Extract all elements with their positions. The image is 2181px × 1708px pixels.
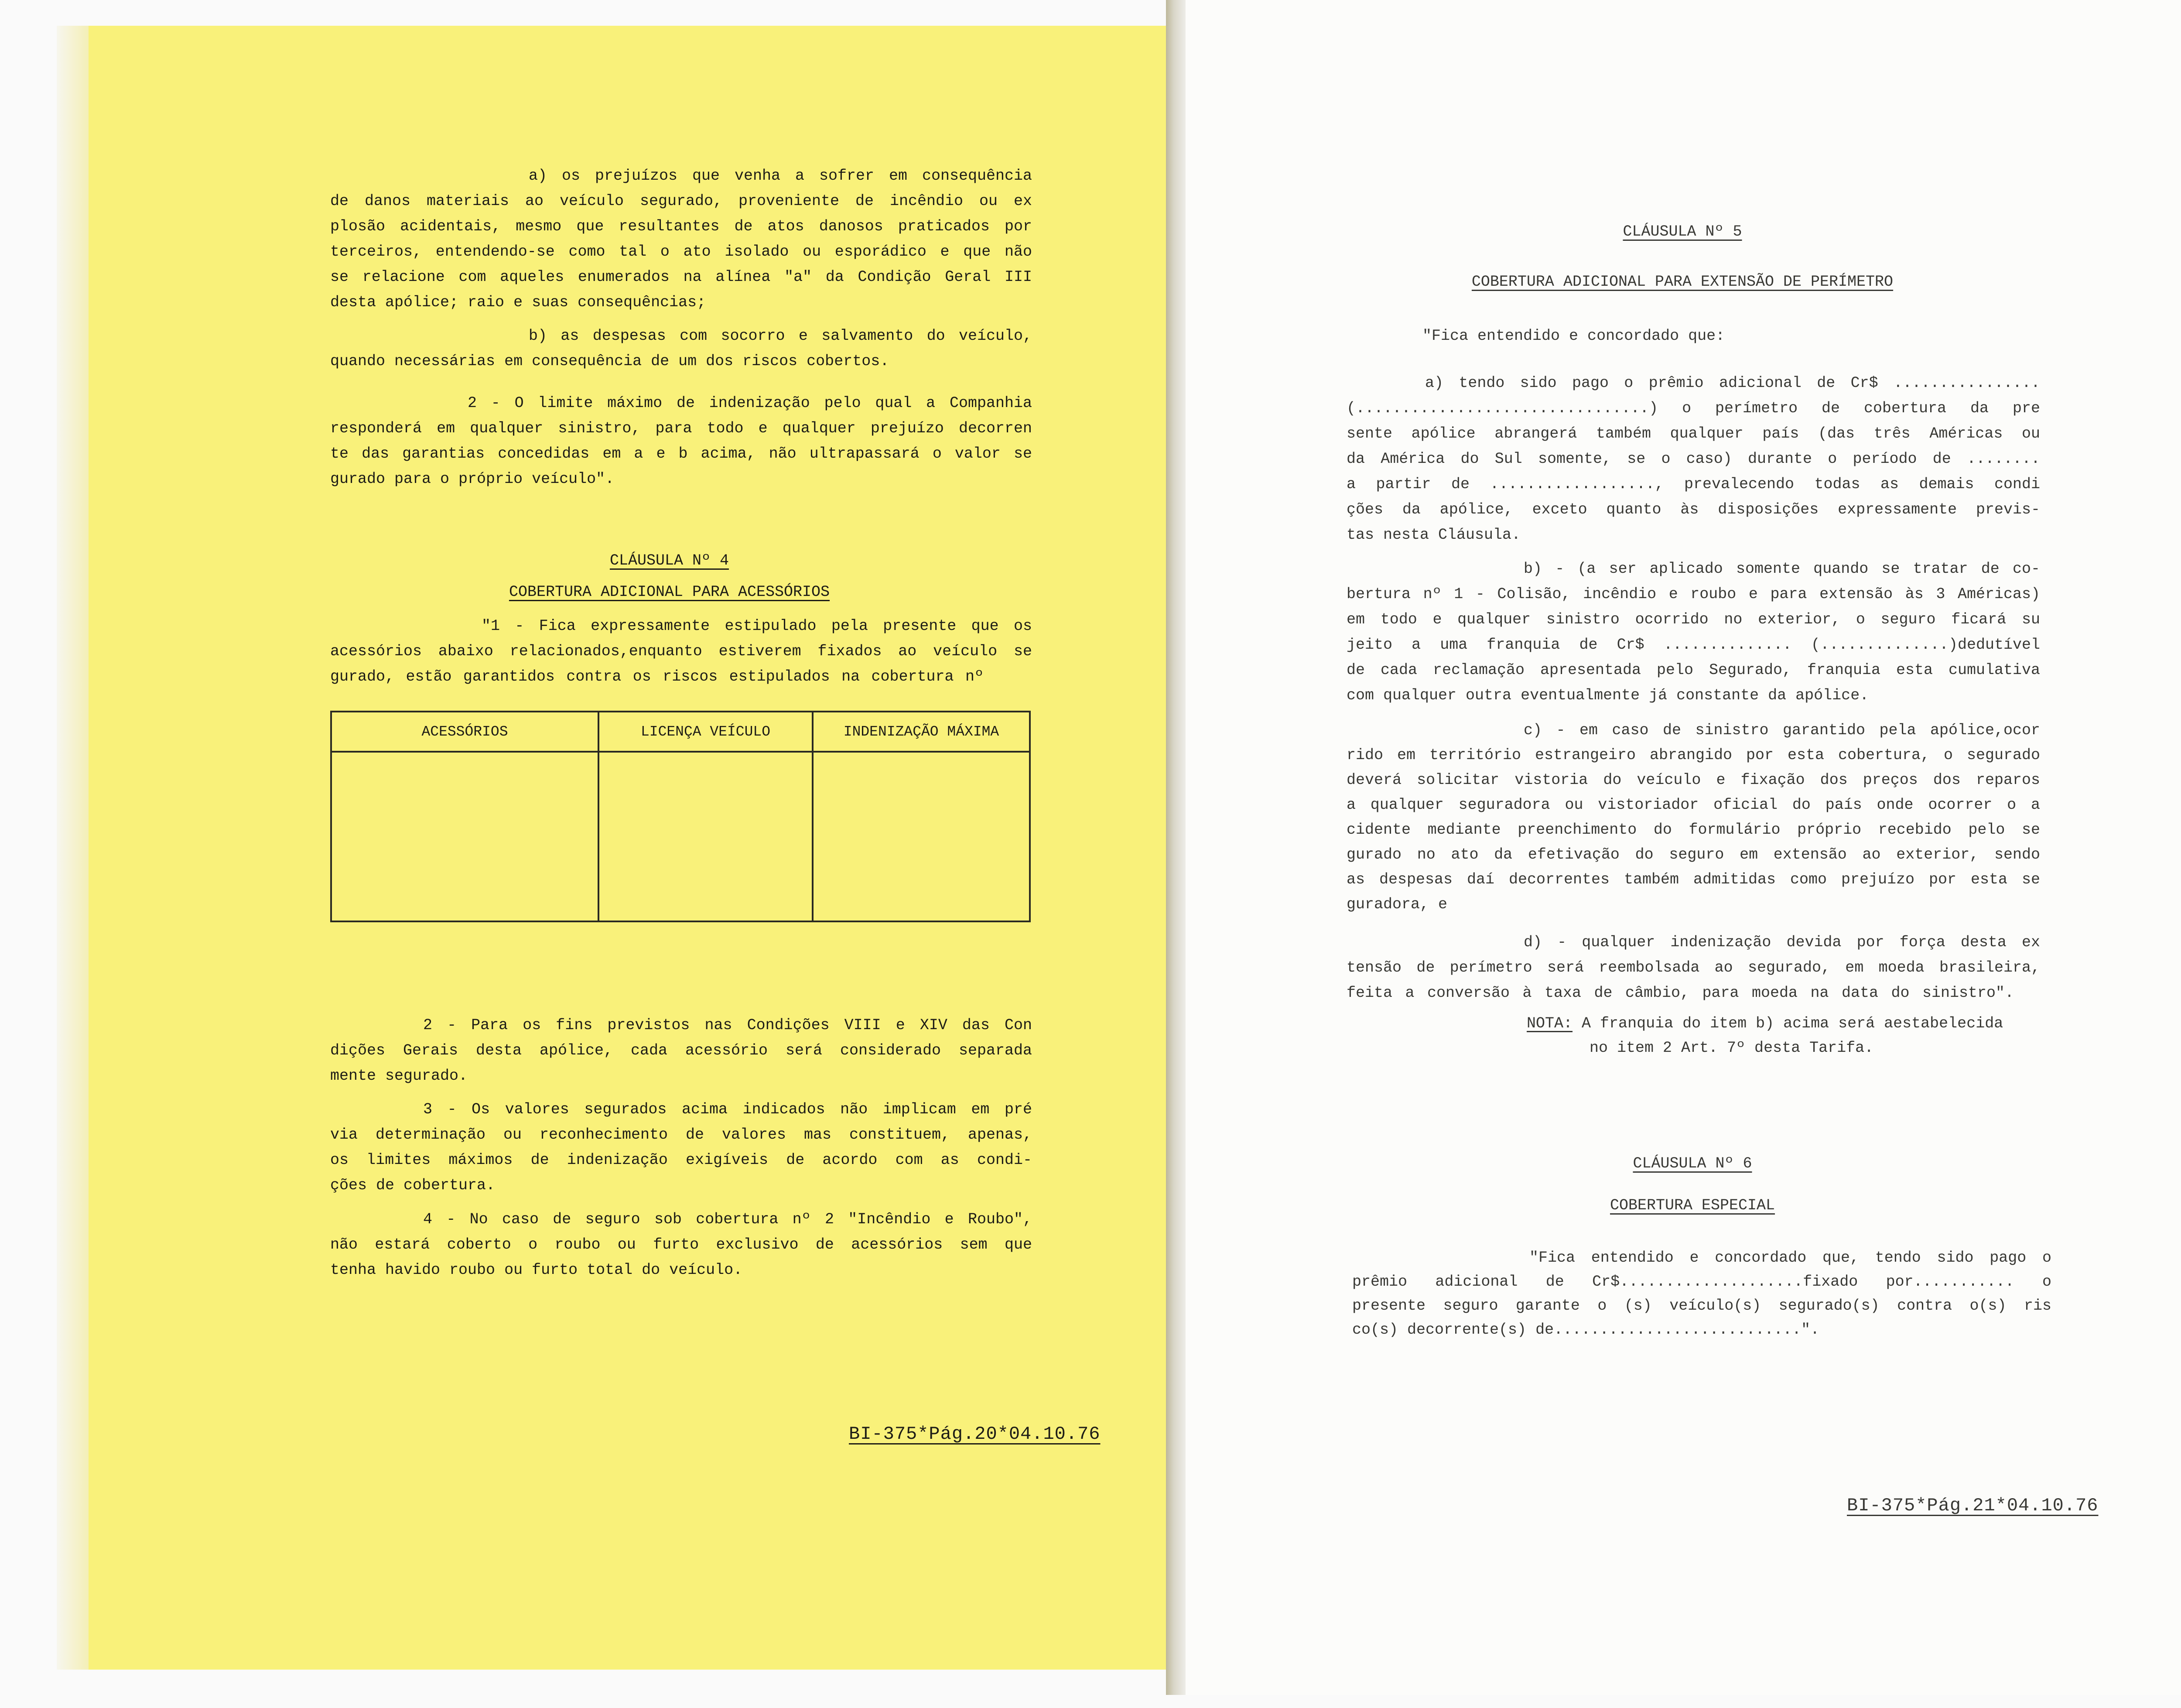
accessories-table xyxy=(330,711,1031,922)
clause-5-subtitle-text: COBERTURA ADICIONAL PARA EXTENSÃO DE PERÍMETRO xyxy=(1471,273,1894,291)
text-line: ções de cobertura. xyxy=(330,1177,496,1194)
page-footer: BI-375*Pág.21*04.10.76 xyxy=(1847,1495,2099,1516)
text-line: as despesas daí decorrentes também admitidas como prejuízo por esta se xyxy=(1347,871,2040,888)
clause-5-title xyxy=(1333,219,2031,244)
clause-4-item-4 xyxy=(330,1207,1032,1283)
text-line: a) os prejuízos que venha a sofrer em consequência xyxy=(529,167,1032,185)
column-header-max-indemnity: INDENIZAÇÃO MÁXIMA xyxy=(813,712,1030,752)
text-line: tensão de perímetro será reembolsada ao segurado, em moeda brasileira, xyxy=(1347,959,2040,976)
clause-6-title xyxy=(1343,1151,2041,1176)
text-line: cidente mediante preenchimento do formulário próprio recebido pelo se xyxy=(1347,821,2040,839)
text-line: responderá em qualquer sinistro, para todo e qualquer prejuízo decorren xyxy=(330,420,1032,437)
text-line: presente seguro garante o (s) veículo(s) segurado(s) contra o(s) ris xyxy=(1352,1297,2051,1314)
text-line: acessórios abaixo relacionados,enquanto estiverem fixados ao veículo se xyxy=(330,643,1032,660)
text-line: a) tendo sido pago o prêmio adicional de Cr$ ................ xyxy=(1425,374,2040,392)
text-line: 2 - O limite máximo de indenização pelo qual a Companhia xyxy=(468,394,1032,412)
note-text: A franquia do item b) acima será aestabelecida xyxy=(1582,1015,2003,1032)
text-line: prêmio adicional de Cr$....................fixado por........... o xyxy=(1352,1273,2051,1290)
text-line: a qualquer seguradora ou vistoriador oficial do país onde ocorrer o a xyxy=(1347,796,2040,814)
scan-margin xyxy=(57,26,89,1670)
text-line: dições Gerais desta apólice, cada acessório será considerado separada xyxy=(330,1042,1032,1059)
text-line: "Fica entendido e concordado que, tendo sido pago o xyxy=(1529,1249,2051,1266)
table-header-row xyxy=(331,712,1030,752)
clause-6-title-text: CLÁUSULA Nº 6 xyxy=(1633,1155,1752,1172)
text-line: em todo e qualquer sinistro ocorrido no exterior, o seguro ficará su xyxy=(1347,611,2040,628)
clause-5-intro: "Fica entendido e concordado que: xyxy=(1422,327,1725,345)
clause-4-item-1 xyxy=(330,613,1032,689)
text-line: co(s) decorrente(s) de...........................". xyxy=(1352,1321,1820,1338)
clause-4-item-2 xyxy=(330,1013,1032,1088)
clause-4-subtitle xyxy=(318,579,1020,605)
clause-4-title xyxy=(318,548,1020,573)
text-line: de danos materiais ao veículo segurado, proveniente de incêndio ou ex xyxy=(330,192,1032,210)
text-line: a partir de .................., prevalecendo todas as demais condi xyxy=(1347,476,2040,493)
text-line: b) - (a ser aplicado somente quando se tratar de co- xyxy=(1524,560,2040,578)
text-line: com qualquer outra eventualmente já constante da apólice. xyxy=(1347,687,1869,704)
page-right xyxy=(1186,0,2181,1695)
text-line: se relacione com aqueles enumerados na alínea "a" da Condição Geral III xyxy=(330,268,1032,286)
book-gutter xyxy=(1166,0,1186,1695)
note-line xyxy=(1527,1011,2003,1036)
table-cell xyxy=(331,752,598,921)
clause-5-title-text: CLÁUSULA Nº 5 xyxy=(1623,223,1742,240)
table-cell xyxy=(598,752,813,921)
text-line: rido em território estrangeiro abrangido por esta cobertura, o segurado xyxy=(1347,746,2040,764)
clause-6-text xyxy=(1352,1246,2051,1342)
clause-5-item-c xyxy=(1347,718,2040,917)
text-line: guradora, e xyxy=(1347,896,1448,913)
text-line: gurado no ato da efetivação do seguro em extensão ao exterior, sendo xyxy=(1347,846,2040,863)
text-line: tenha havido roubo ou furto total do veículo. xyxy=(330,1261,743,1279)
text-line: de cada reclamação apresentada pelo Segurado, franquia esta cumulativa xyxy=(1347,661,2040,679)
clause-4-title-text: CLÁUSULA Nº 4 xyxy=(609,552,729,569)
paragraph-clause-a xyxy=(330,163,1032,315)
text-line: deverá solicitar vistoria do veículo e fixação dos preços dos reparos xyxy=(1347,771,2040,789)
column-header-vehicle-license: LICENÇA VEÍCULO xyxy=(598,712,813,752)
text-line: gurado, estão garantidos contra os riscos estipulados na cobertura nº xyxy=(330,668,984,685)
text-line: gurado para o próprio veículo". xyxy=(330,470,615,488)
text-line: feita a conversão à taxa de câmbio, para moeda na data do sinistro". xyxy=(1347,984,2014,1002)
note-label: NOTA: xyxy=(1527,1015,1573,1032)
table-row xyxy=(331,752,1030,921)
clause-4-item-3 xyxy=(330,1097,1032,1198)
text-line: desta apólice; raio e suas consequências; xyxy=(330,294,706,311)
clause-6-subtitle xyxy=(1343,1193,2041,1218)
clause-5-item-b xyxy=(1347,556,2040,708)
paragraph-item-2 xyxy=(330,390,1032,492)
text-line: não estará coberto o roubo ou furto exclusivo de acessórios sem que xyxy=(330,1236,1032,1253)
text-line: 3 - Os valores segurados acima indicados não implicam em pré xyxy=(423,1101,1032,1118)
text-line: os limites máximos de indenização exigíveis de acordo com as condi- xyxy=(330,1151,1032,1169)
text-line: plosão acidentais, mesmo que resultantes de atos danosos praticados por xyxy=(330,218,1032,235)
text-line: ções da apólice, exceto quanto às disposições expressamente previs- xyxy=(1347,501,2040,518)
text-line: d) - qualquer indenização devida por força desta ex xyxy=(1524,934,2040,951)
paragraph-clause-b xyxy=(330,323,1032,374)
clause-5-subtitle xyxy=(1333,269,2031,294)
text-line: mente segurado. xyxy=(330,1067,468,1085)
text-line: b) as despesas com socorro e salvamento do veículo, xyxy=(529,327,1032,345)
clause-6-subtitle-text: COBERTURA ESPECIAL xyxy=(1610,1197,1775,1214)
column-header-accessories: ACESSÓRIOS xyxy=(331,712,598,752)
page-footer: BI-375*Pág.20*04.10.76 xyxy=(849,1424,1101,1444)
text-line: da América do Sul somente, se o caso) durante o período de ........ xyxy=(1347,450,2040,468)
text-line: via determinação ou reconhecimento de valores mas constituem, apenas, xyxy=(330,1126,1032,1143)
text-line: quando necessárias em consequência de um dos riscos cobertos. xyxy=(330,353,889,370)
text-line: tas nesta Cláusula. xyxy=(1347,526,1521,544)
clause-5-item-d xyxy=(1347,930,2040,1006)
table-cell xyxy=(813,752,1030,921)
text-line: te das garantias concedidas em a e b acima, não ultrapassará o valor se xyxy=(330,445,1032,462)
text-line: terceiros, entendendo-se como tal o ato isolado ou esporádico e que não xyxy=(330,243,1032,260)
text-line: bertura nº 1 - Colisão, incêndio e roubo e para extensão às 3 Américas) xyxy=(1347,585,2040,603)
note-line: no item 2 Art. 7º desta Tarifa. xyxy=(1590,1039,1874,1057)
text-line: jeito a uma franquia de Cr$ .............. (..............)dedutível xyxy=(1347,636,2040,654)
text-line: 2 - Para os fins previstos nas Condições VIII e XIV das Con xyxy=(423,1017,1032,1034)
text-line: "1 - Fica expressamente estipulado pela presente que os xyxy=(482,617,1032,635)
text-line: 4 - No caso de seguro sob cobertura nº 2 "Incêndio e Roubo", xyxy=(423,1211,1032,1228)
clause-4-subtitle-text: COBERTURA ADICIONAL PARA ACESSÓRIOS xyxy=(509,583,830,601)
text-line: c) - em caso de sinistro garantido pela apólice,ocor xyxy=(1524,722,2040,739)
text-line: sente apólice abrangerá também qualquer país (das três Américas ou xyxy=(1347,425,2040,442)
text-line: (................................) o perímetro de cobertura da pre xyxy=(1347,400,2040,417)
clause-5-item-a xyxy=(1347,370,2040,548)
page-left xyxy=(89,26,1166,1670)
